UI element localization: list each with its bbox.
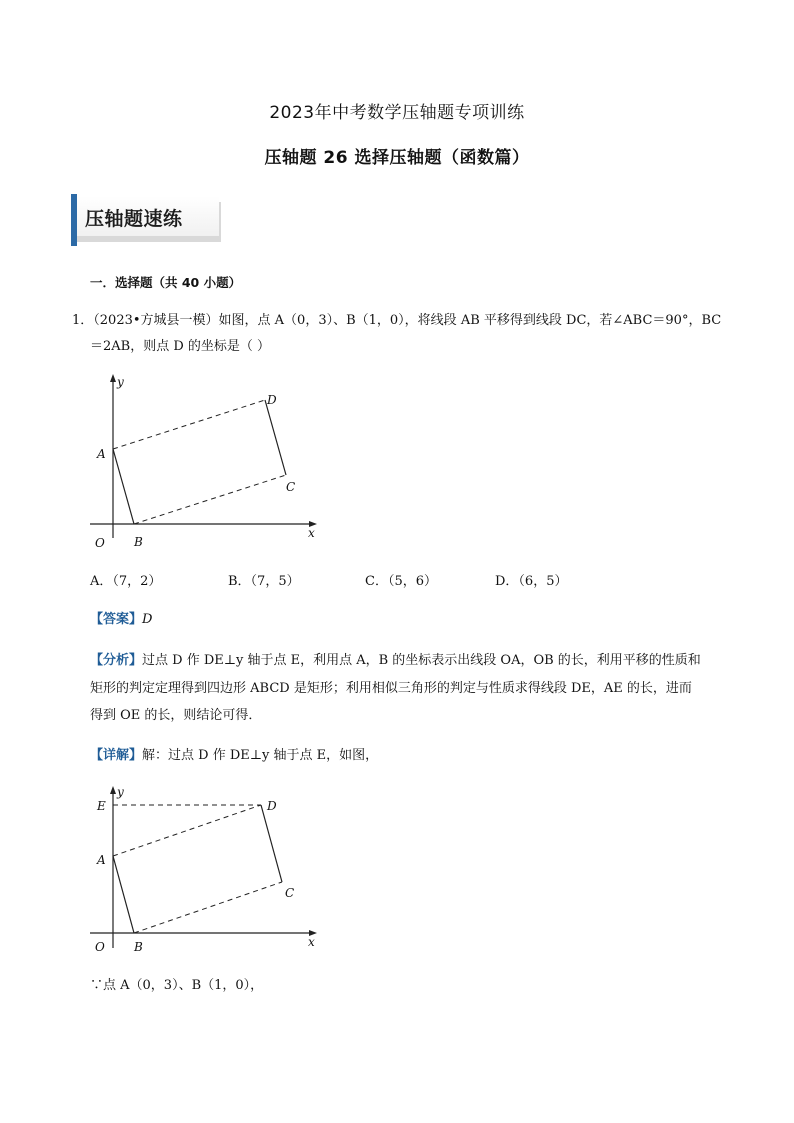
banner-label: 压轴题速练 (85, 208, 183, 230)
option-a: A．（7，2） (90, 574, 162, 589)
label-d: D (267, 393, 277, 407)
label-b: B (134, 940, 143, 954)
figure-1 (85, 370, 325, 550)
label-x: x (308, 526, 315, 540)
detail-text-line2: ∵点 A（0，3）、B（1，0）， (90, 978, 264, 993)
label-b: B (134, 535, 143, 549)
detail-tag: 【详解】 (90, 748, 143, 763)
analysis-text-line1: 过点 D 作 DE⊥y 轴于点 E，利用点 A，B 的坐标表示出线段 OA，OB 的长，利用平移的性质和 (142, 653, 701, 668)
option-c: C．（5，6） (365, 574, 437, 589)
y-axis-arrow (110, 374, 116, 382)
analysis-line1 (90, 651, 701, 671)
segment-dc (261, 805, 282, 882)
label-o: O (95, 536, 105, 550)
option-b: B．（7，5） (228, 574, 300, 589)
answer-tag: 【答案】 (90, 612, 143, 627)
document-subtitle: 压轴题 26 选择压轴题（函数篇） (264, 148, 530, 168)
segment-ad (113, 400, 265, 449)
analysis-text-line3: 得到 OE 的长，则结论可得． (90, 708, 262, 723)
document-title: 2023年中考数学压轴题专项训练 (269, 103, 525, 123)
detail-line1 (90, 746, 378, 766)
option-d: D．（6，5） (495, 574, 568, 589)
segment-dc (265, 400, 286, 475)
label-x: x (308, 935, 315, 949)
label-a: A (97, 853, 106, 867)
label-y: y (117, 785, 124, 799)
y-axis-arrow (110, 786, 116, 794)
banner-accent-strip (71, 194, 77, 246)
label-c: C (285, 886, 295, 900)
section-banner (71, 194, 221, 246)
segment-ab (113, 449, 134, 524)
analysis-tag: 【分析】 (90, 653, 143, 668)
answer-options (90, 570, 690, 590)
segment-ad (113, 805, 261, 856)
label-e: E (97, 799, 106, 813)
label-a: A (97, 447, 106, 461)
answer-block (90, 610, 152, 630)
label-o: O (95, 940, 105, 954)
question-text-line2: ＝2AB，则点 D 的坐标是（ ） (90, 339, 271, 354)
question-text-line1: 1．（2023•方城县一模）如图，点 A（0，3）、B（1，0），将线段 AB 平移得到线段 DC，若∠ABC＝90°，BC (72, 313, 722, 328)
label-d: D (267, 799, 277, 813)
segment-ab (113, 856, 134, 933)
figure-2 (85, 780, 325, 960)
section-heading: 一．选择题（共 40 小题） (90, 275, 242, 290)
analysis-text-line2: 矩形的判定定理得到四边形 ABCD 是矩形；利用相似三角形的判定与性质求得线段 DE，AE 的长，进而 (90, 681, 692, 696)
segment-bc (134, 882, 282, 933)
segment-bc (134, 475, 286, 524)
label-y: y (117, 375, 124, 389)
label-c: C (286, 480, 296, 494)
detail-text: 解：过点 D 作 DE⊥y 轴于点 E，如图， (142, 748, 379, 763)
answer-value: D (142, 612, 153, 627)
